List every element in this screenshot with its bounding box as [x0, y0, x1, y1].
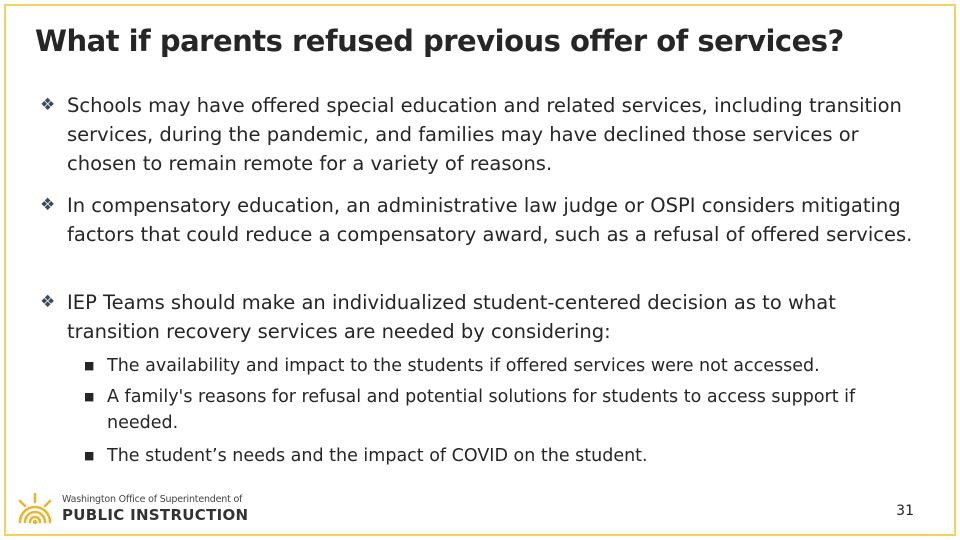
diamond-bullet-icon: ❖	[40, 292, 56, 312]
sub-bullet-item	[84, 353, 920, 379]
bullet-text: In compensatory education, an administrative law judge or OSPI considers mitigating factors that could reduce a compensatory award, such as a refusal of offered services.	[67, 194, 913, 246]
page-number: 31	[896, 503, 914, 519]
square-bullet-icon: ■	[84, 449, 95, 462]
sub-bullet-item	[84, 443, 920, 469]
org-name-line1: Washington Office of Superintendent of	[62, 494, 243, 505]
bullet-text: Schools may have offered special education and related services, including transition services, during the pandemic, and families may have declined those services or chosen to remain remote for a variety of reasons.	[67, 94, 902, 175]
ospi-logo	[14, 488, 249, 530]
slide-title: What if parents refused previous offer of services?	[35, 24, 844, 58]
sub-bullet-text: A family's reasons for refusal and potential solutions for students to access support if needed.	[107, 387, 856, 433]
bullet-item	[40, 191, 920, 249]
square-bullet-icon: ■	[84, 359, 95, 372]
bullet-item	[40, 288, 920, 346]
sub-bullet-item	[84, 384, 920, 436]
square-bullet-icon: ■	[84, 390, 95, 403]
bullet-text: IEP Teams should make an individualized student-centered decision as to what transition recovery services are needed by considering:	[67, 291, 836, 343]
org-name-line2: PUBLIC INSTRUCTION	[62, 506, 249, 524]
diamond-bullet-icon: ❖	[40, 95, 56, 115]
bullet-item	[40, 91, 920, 178]
sub-bullet-text: The availability and impact to the students if offered services were not accessed.	[107, 356, 820, 376]
ospi-sun-logo-icon	[14, 488, 56, 530]
diamond-bullet-icon: ❖	[40, 195, 56, 215]
sub-bullet-text: The student’s needs and the impact of COVID on the student.	[107, 446, 648, 466]
